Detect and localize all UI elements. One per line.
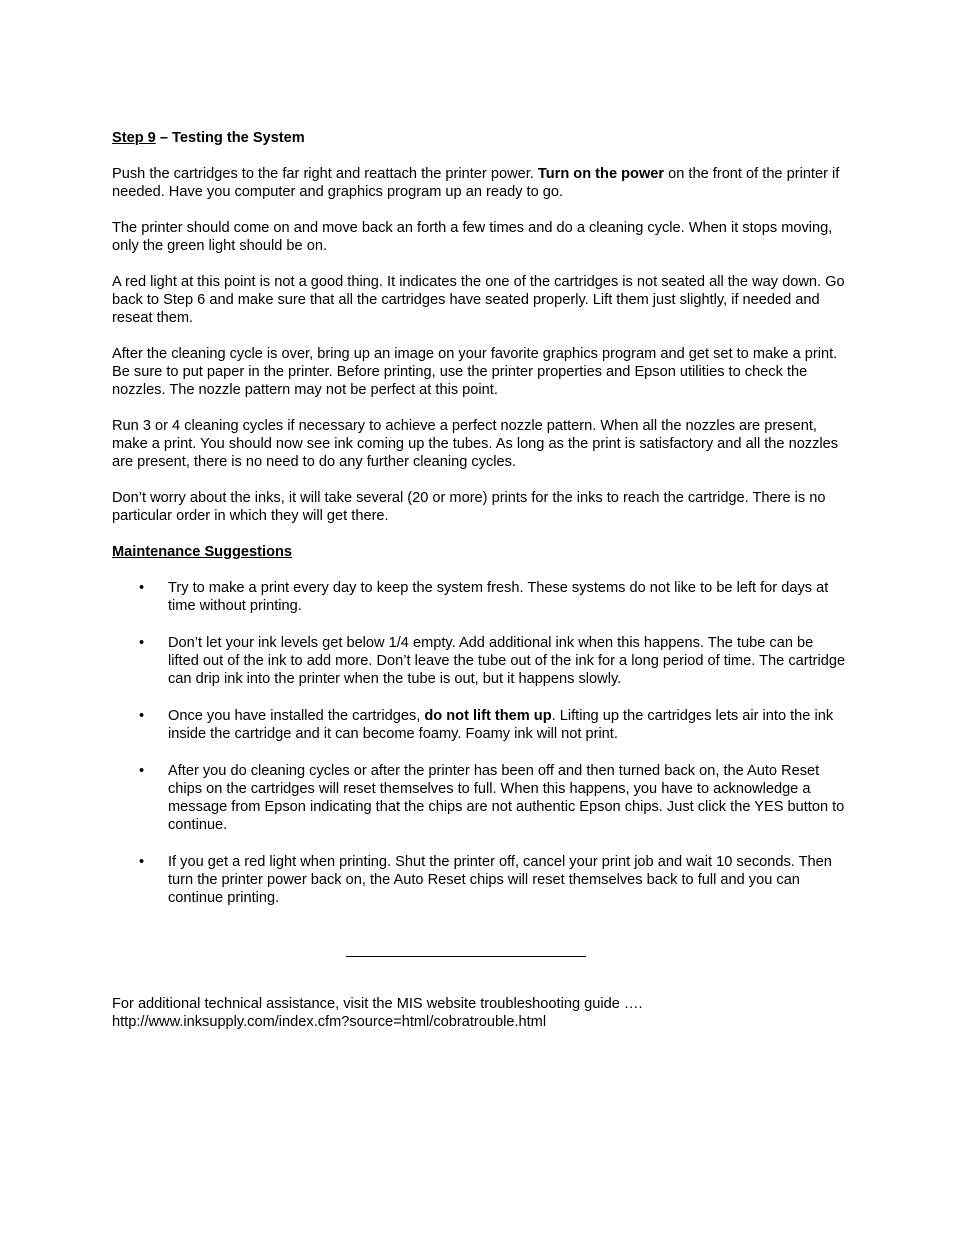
list-item (112, 762, 847, 834)
maintenance-heading (112, 543, 847, 561)
step-heading (112, 129, 847, 147)
paragraph-make-print: After the cleaning cycle is over, bring up an image on your favorite graphics program and get set to make a print. Be sure to put paper in the printer. Before printing, use the printer properties and Epson utilities to check the nozzles. The nozzle pattern may not be perfect at this point. (112, 346, 838, 398)
footer-assistance-text: For additional technical assistance, visit the MIS website troubleshooting guide …. (112, 996, 643, 1012)
step-label: Step 9 (112, 130, 156, 146)
list-item (112, 579, 847, 615)
footer-url-link[interactable]: http://www.inksupply.com/index.cfm?source=html/cobratrouble.html (112, 1014, 547, 1030)
paragraph-cleaning-cycle: The printer should come on and move back an forth a few times and do a cleaning cycle. When it stops moving, only the green light should be on. (112, 220, 833, 254)
bullet-icon: • (139, 635, 145, 651)
maintenance-list (112, 579, 847, 907)
list-item-text: Don’t let your ink levels get below 1/4 empty. Add additional ink when this happens. The tube can be lifted out of the ink to add more. Don’t leave the tube out of the ink for a long period of time. The cartridge can drip ink into the printer when the tube is out, but it happens slowly. (168, 635, 846, 687)
step-dash: – (155, 130, 173, 146)
bullet-icon: • (139, 580, 145, 596)
paragraph-power-on (112, 165, 847, 201)
footer (112, 995, 847, 1031)
bullet-icon: • (139, 708, 145, 724)
list-item-text-part: Once you have installed the cartridges, (168, 708, 425, 724)
list-item (112, 634, 847, 688)
document-page (112, 129, 847, 1030)
list-item-text (168, 708, 833, 742)
step-title: Testing the System (172, 130, 305, 146)
list-item-text: After you do cleaning cycles or after the printer has been off and then turned back on, the Auto Reset chips on the cartridges will reset themselves to full. When this happens, you have to acknowledge a message from Epson indicating that the chips are not authentic Epson chips. Just click the YES button to continue. (168, 763, 845, 833)
list-item-text-part: . Lifting up the cartridges lets air into the ink inside the cartridge and it can become foamy. Foamy ink will not print. (168, 708, 834, 742)
paragraph-nozzle-pattern: Run 3 or 4 cleaning cycles if necessary to achieve a perfect nozzle pattern. When all the nozzles are present, make a print. You should now see ink coming up the tubes. As long as the print is satisfactory and all the nozzles are present, there is no need to do any further cleaning cycles. (112, 418, 839, 470)
paragraph-inks: Don’t worry about the inks, it will take several (20 or more) prints for the inks to reach the cartridge. There is no particular order in which they will get there. (112, 490, 826, 524)
bullet-icon: • (139, 763, 145, 779)
paragraph-red-light: A red light at this point is not a good thing. It indicates the one of the cartridges is not seated all the way down. Go back to Step 6 and make sure that all the cartridges have seated properly. Lift them just slightly, if needed and reseat them. (112, 274, 845, 326)
bullet-icon: • (139, 854, 145, 870)
list-item (112, 707, 847, 743)
paragraph-text: Push the cartridges to the far right and reattach the printer power. (112, 166, 538, 182)
paragraph-bold-text: Turn on the power (537, 166, 665, 182)
list-item (112, 853, 847, 907)
list-item-bold-text: do not lift them up (424, 708, 552, 724)
list-item-text: Try to make a print every day to keep the system fresh. These systems do not like to be left for days at time without printing. (168, 580, 829, 614)
separator-line (346, 956, 586, 957)
list-item-text: If you get a red light when printing. Shut the printer off, cancel your print job and wait 10 seconds. Then turn the printer power back on, the Auto Reset chips will reset themselves back to full and you can continue printing. (168, 854, 832, 906)
paragraph-text: on the front of the printer if needed. Have you computer and graphics program up an ready to go. (112, 166, 840, 200)
maintenance-heading-text: Maintenance Suggestions (112, 544, 293, 560)
